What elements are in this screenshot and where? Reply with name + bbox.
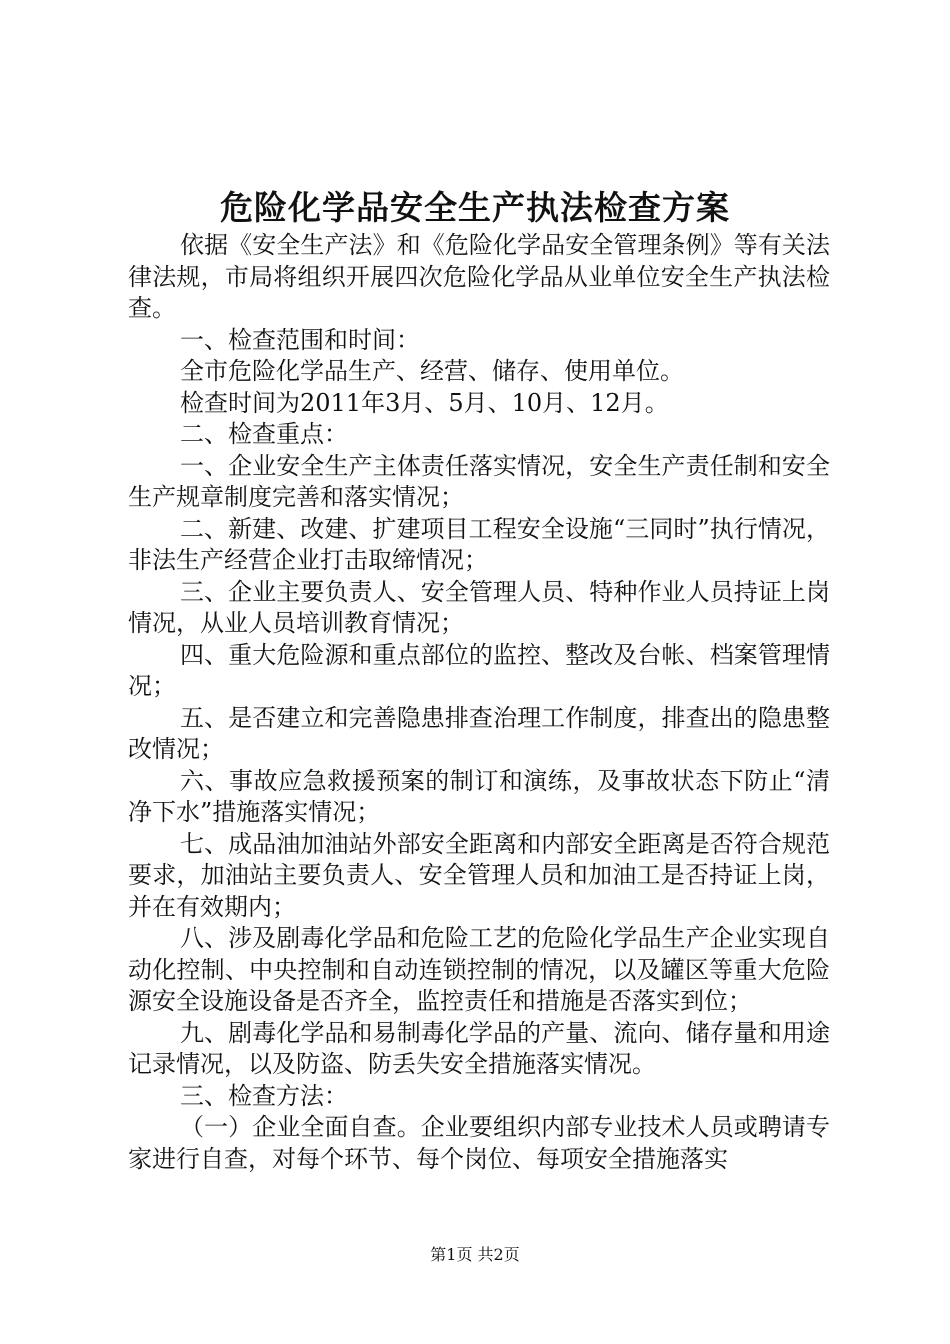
heading-methods: 三、检查方法： — [180, 1081, 348, 1110]
heading-scope-and-time: 一、检查范围和时间： — [180, 325, 420, 354]
paragraph-intro: 依据《安全生产法》和《危险化学品安全管理条例》等有关法律法规，市局将组织开展四次危险化学品从业单位安全生产执法检查。 — [128, 231, 830, 322]
key-point-8: 八、涉及剧毒化学品和危险工艺的危险化学品生产企业实现自动化控制、中央控制和自动连锁控制的情况，以及罐区等重大危险源安全设施设备是否齐全，监控责任和措施是否落实到位； — [128, 924, 830, 1015]
document-body — [128, 230, 830, 1175]
key-point-5: 五、是否建立和完善隐患排查治理工作制度，排查出的隐患整改情况； — [128, 703, 830, 763]
key-point-4: 四、重大危险源和重点部位的监控、整改及台帐、档案管理情况； — [128, 640, 830, 700]
paragraph-time: 检查时间为2011年3月、5月、10月、12月。 — [180, 388, 669, 417]
key-point-7: 七、成品油加油站外部安全距离和内部安全距离是否符合规范要求，加油站主要负责人、安全管理人员和加油工是否持证上岗，并在有效期内； — [128, 829, 830, 921]
key-point-9: 九、剧毒化学品和易制毒化学品的产量、流向、储存量和用途记录情况，以及防盗、防丢失安全措施落实情况。 — [128, 1018, 830, 1078]
heading-key-points: 二、检查重点： — [180, 420, 348, 448]
key-point-1: 一、企业安全生产主体责任落实情况，安全生产责任制和安全生产规章制度完善和落实情况； — [128, 451, 830, 511]
paragraph-scope: 全市危险化学品生产、经营、储存、使用单位。 — [180, 357, 684, 385]
document-title: 危险化学品安全生产执法检查方案 — [220, 188, 730, 227]
key-point-2: 二、新建、改建、扩建项目工程安全设施“三同时”执行情况，非法生产经营企业打击取缔情况； — [128, 514, 830, 574]
method-1: （一）企业全面自查。企业要组织内部专业技术人员或聘请专家进行自查，对每个环节、每个岗位、每项安全措施落实 — [128, 1113, 830, 1173]
key-point-6: 六、事故应急救援预案的制订和演练，及事故状态下防止“清净下水”措施落实情况； — [128, 766, 830, 826]
key-point-3: 三、企业主要负责人、安全管理人员、特种作业人员持证上岗情况，从业人员培训教育情况； — [128, 577, 830, 637]
page-footer: 第1页 共2页 — [430, 1245, 520, 1264]
